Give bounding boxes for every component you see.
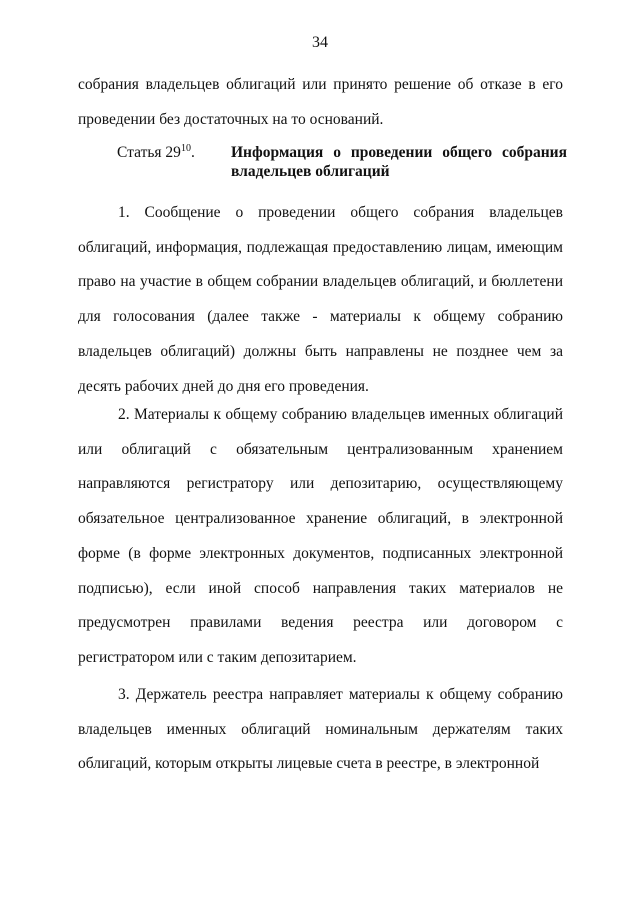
article-title: Информация о проведении общего собрания владельцев облигаций [231, 144, 567, 180]
paragraph-2: 2. Материалы к общему собранию владельцев именных облигаций или облигаций с обязательным централизованным хранением направляются регистратору или депозитарию, осуществляющему обязательное централизованное хранение облигаций, в электронной форме (в форме электронных документов, подписанных электронной подписью), если иной способ направления таких материалов не предусмотрен правилами ведения реестра или договором с регистратором или с таким депозитарием. [78, 406, 563, 666]
article-label [117, 143, 195, 162]
paragraph-3: 3. Держатель реестра направляет материалы к общему собранию владельцев именных облигаций номинальным держателям таких облигаций, которым открыты лицевые счета в реестре, в электронной [78, 686, 563, 773]
article-number-superscript: 10 [180, 143, 191, 154]
article-label-text: Статья 29 [117, 144, 181, 162]
article-label-suffix: . [190, 144, 195, 162]
paragraph-1: 1. Сообщение о проведении общего собрания владельцев облигаций, информация, подлежащая предоставлению лицам, имеющим право на участие в общем собрании владельцев облигаций, и бюллетени для голосования (далее также - материалы к общему собранию владельцев облигаций) должны быть направлены не позднее чем за десять рабочих дней до дня его проведения. [78, 204, 563, 395]
paragraph-continuation: собрания владельцев облигаций или принято решение об отказе в его проведении без достаточных на то оснований. [78, 76, 563, 128]
page-number: 34 [312, 34, 328, 51]
